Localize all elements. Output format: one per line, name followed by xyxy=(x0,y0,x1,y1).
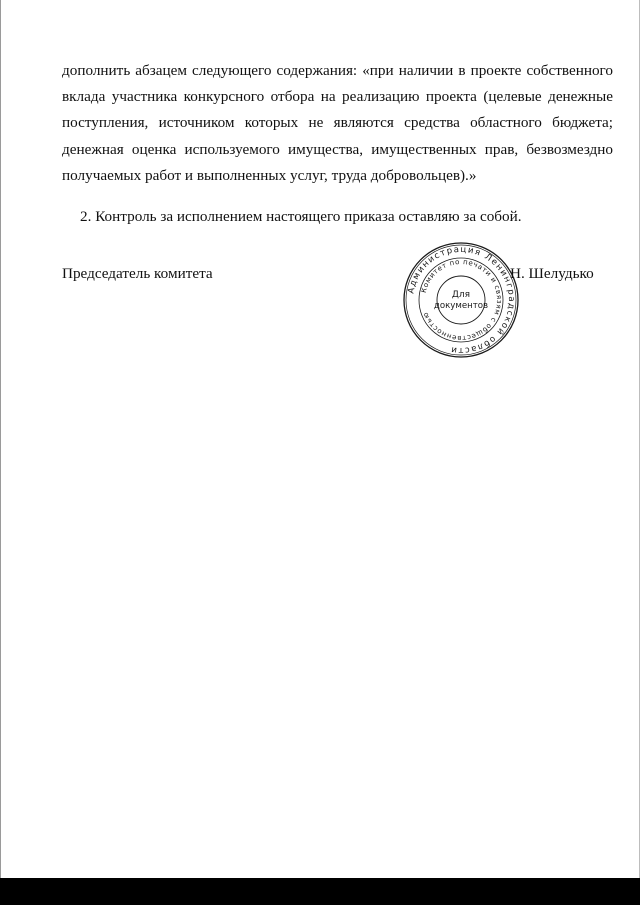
amendment-paragraph xyxy=(62,58,613,189)
paragraph-line: вклада участника конкурсного отбора на реализацию проекта (целевые денежные xyxy=(62,88,613,106)
seal-inner-text: Комитет по печати и связям с общественностью xyxy=(419,257,504,343)
paragraph-line: дополнить абзацем следующего содержания: «при наличии в проекте собственного xyxy=(62,62,613,79)
control-clause-item: 2. Контроль за исполнением настоящего приказа оставляю за собой. xyxy=(80,208,522,225)
seal-center-line2: документов xyxy=(433,301,489,311)
official-seal-stamp xyxy=(402,241,520,359)
paragraph-line: поступления, источником которых не являются средства областного бюджета; xyxy=(62,114,613,132)
signatory-title: Председатель комитета xyxy=(62,265,213,282)
paragraph-line: денежная оценка используемого имущества, имущественных прав, безвозмездно xyxy=(62,140,613,158)
scan-bottom-bar xyxy=(0,878,640,905)
svg-text:Комитет по печати и связям с о xyxy=(420,258,503,342)
seal-outer-text: Администрация Ленинградской области xyxy=(406,244,517,356)
scan-edge-left xyxy=(0,0,1,878)
signatory-name: Н. Шелудько xyxy=(510,265,594,282)
seal-center-line1: Для xyxy=(451,290,471,300)
paragraph-line: получаемых работ и выполненных услуг, труда добровольцев).» xyxy=(62,166,477,184)
